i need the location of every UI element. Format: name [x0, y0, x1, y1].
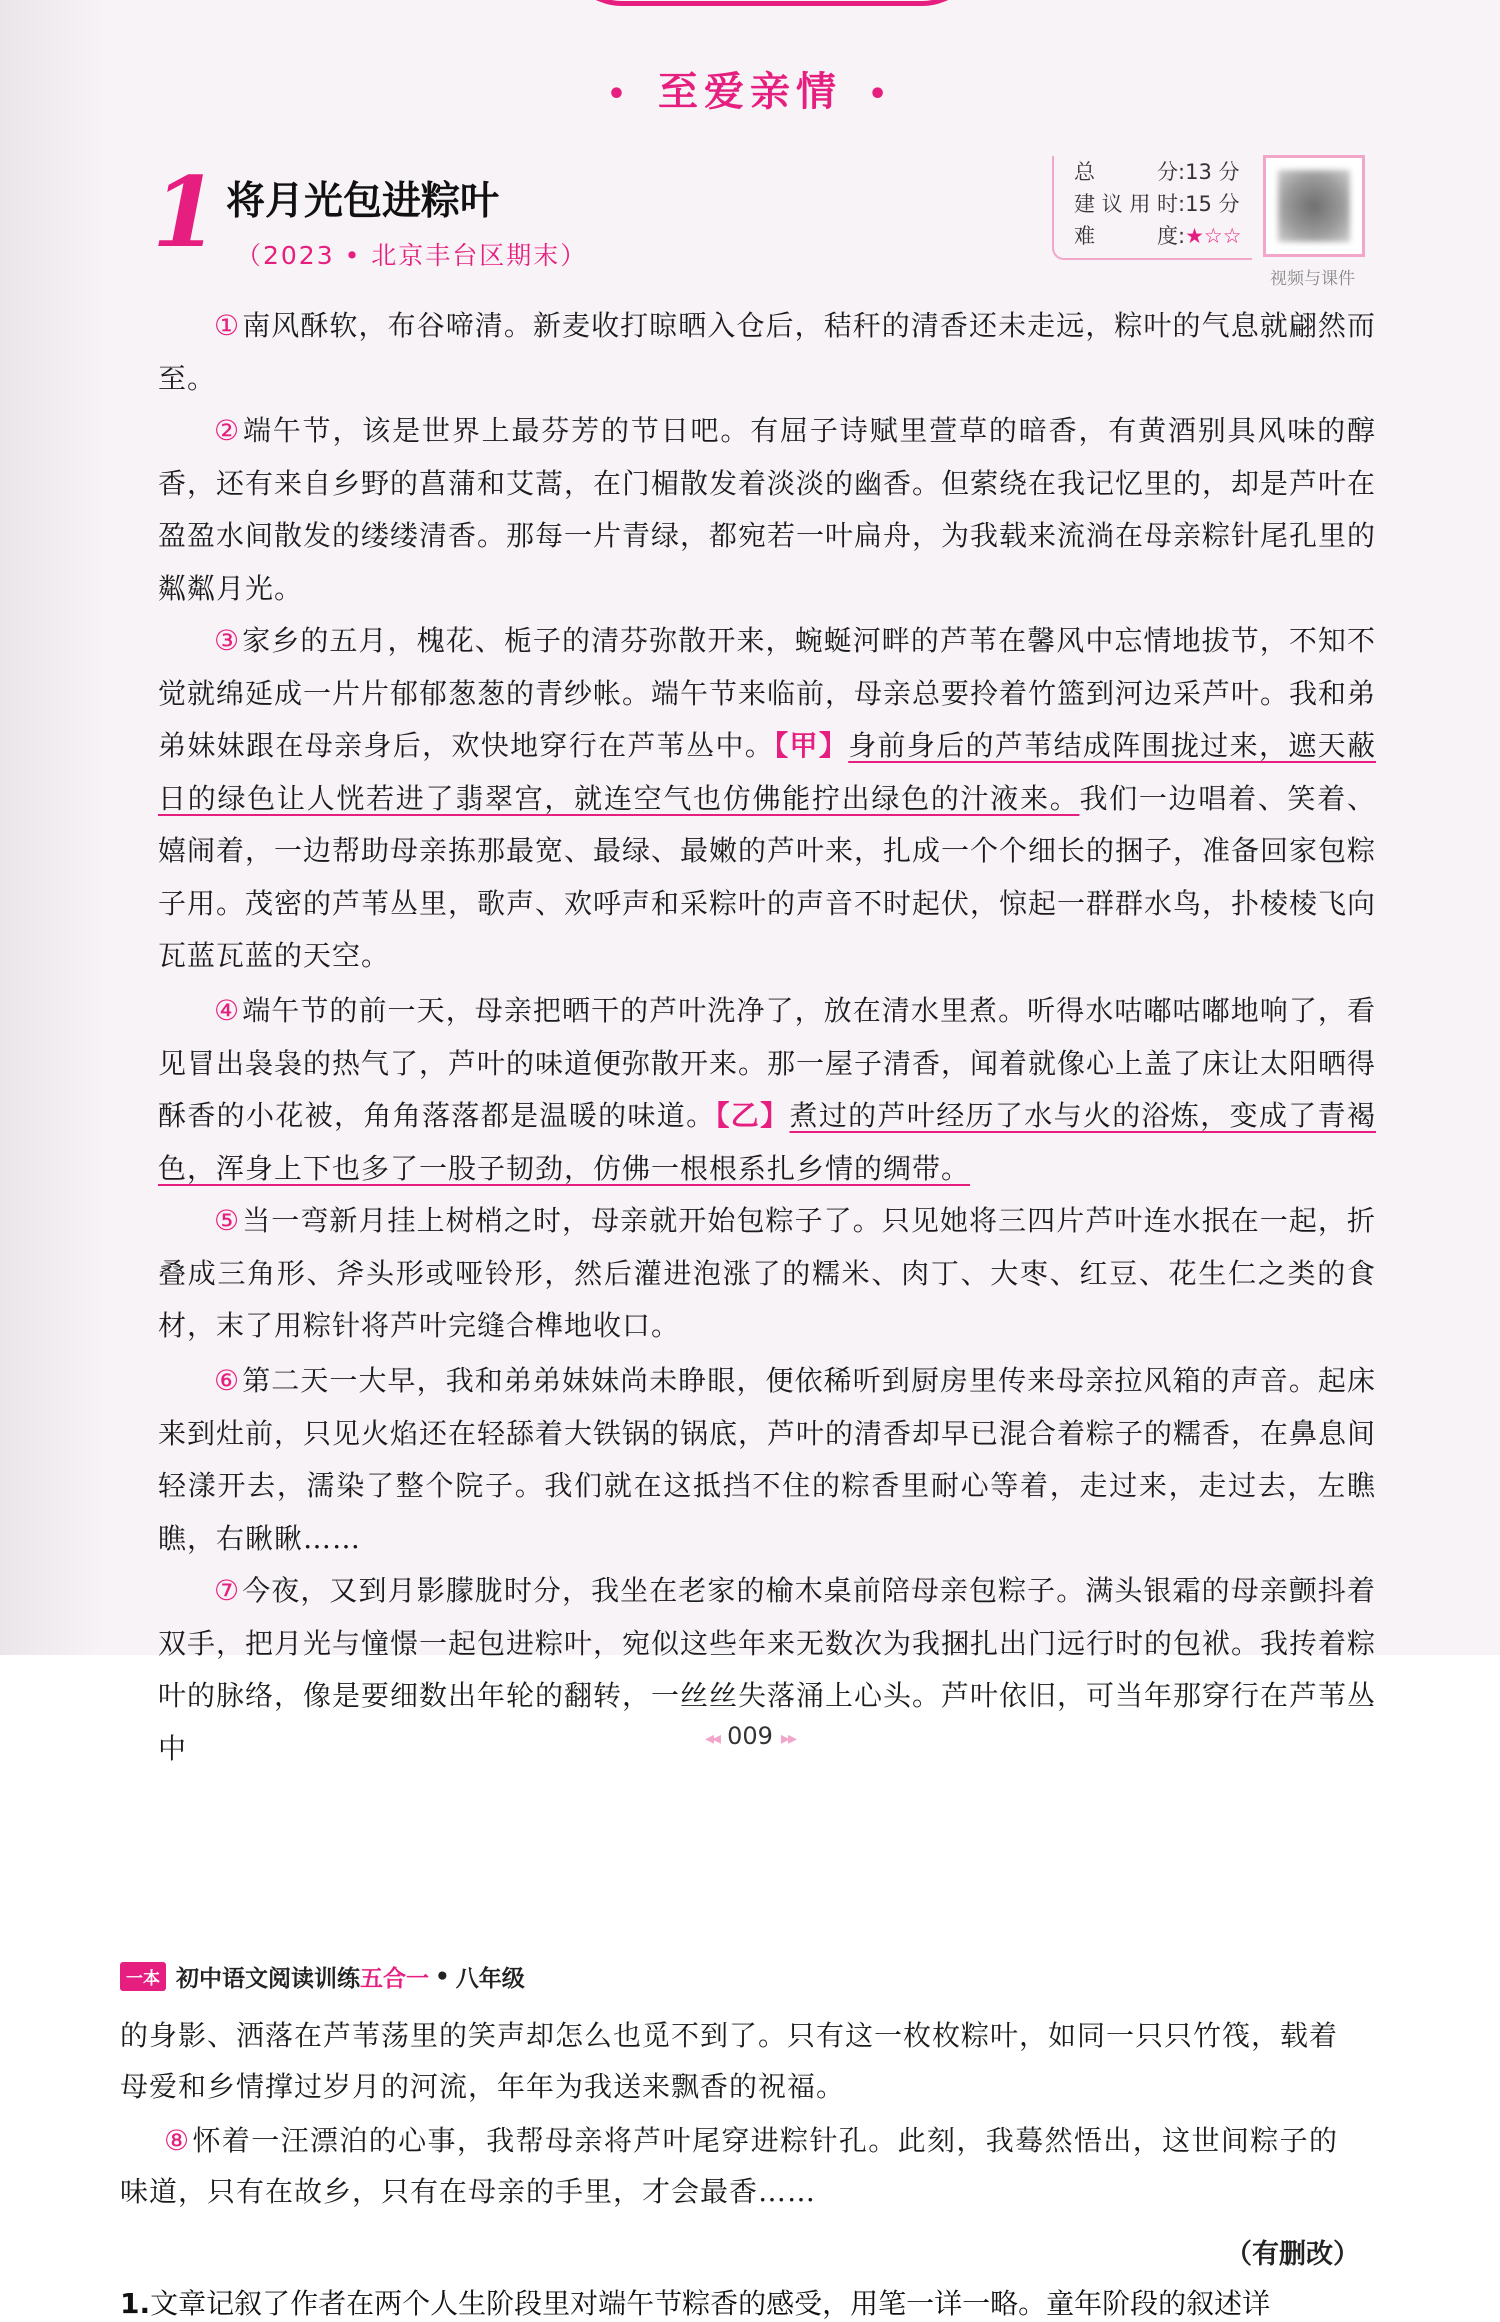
- paragraph-text: 端午节，该是世界上最芬芳的节日吧。有屈子诗赋里萱草的暗香，有黄酒别具风味的醇香，还有来自乡野的菖蒲和艾蒿，在门楣散发着淡淡的幽香。但萦绕在我记忆里的，却是芦叶在盈盈水间散发的缕缕清香。那每一片青绿，都宛若一叶扁舟，为我载来流淌在母亲粽针尾孔里的粼粼月光。: [158, 414, 1377, 605]
- total-score-row: 总分:13 分: [1074, 156, 1252, 188]
- difficulty-stars-icon: ★☆☆: [1185, 224, 1242, 248]
- paragraph-5: [158, 1195, 1376, 1353]
- book-grade: 八年级: [455, 1966, 525, 1992]
- section-title: [0, 60, 1500, 117]
- paragraph-number: ⑧: [164, 2124, 191, 2157]
- paragraph-text: 今夜，又到月影朦胧时分，我坐在老家的榆木桌前陪母亲包粽子。满头银霜的母亲颤抖着双手，把月光与憧憬一起包进粽叶，宛似这些年来无数次为我捆扎出门远行时的包袱。我抟着粽叶的脉络，像是要细数出年轮的翻转，一丝丝失落涌上心头。芦叶依旧，可当年那穿行在芦苇丛中: [158, 1574, 1377, 1765]
- book-logo: 一本: [120, 1962, 166, 1991]
- paragraph-text: 怀着一汪漂泊的心事，我帮母亲将芦叶尾穿进粽针孔。此刻，我蓦然悟出，这世间粽子的味道，只有在故乡，只有在母亲的手里，才会最香……: [120, 2124, 1338, 2208]
- total-score-label: 总分: [1074, 160, 1178, 184]
- paragraph-4: [158, 985, 1376, 1195]
- question-1: [120, 2282, 1360, 2322]
- header-tab-decoration: [562, 0, 982, 6]
- paragraph-2: [158, 405, 1376, 615]
- edited-note: （有删改）: [1225, 2239, 1360, 2270]
- page-number: [0, 1722, 1500, 1750]
- book-series-highlight: 五合一: [360, 1966, 429, 1992]
- paragraph-7-continued: 的身影、洒落在芦苇荡里的笑声却怎么也觅不到了。只有这一枚枚粽叶，如同一只只竹筏，载着母爱和乡情撑过岁月的河流，年年为我送来飘香的祝福。: [120, 2019, 1339, 2103]
- underlined-sentence-yi: 煮过的芦叶经历了水与火的浴炼，变成了青褐色，浑身上下也多了一股子韧劲，仿佛一根根系扎乡情的绸带。: [158, 1099, 1376, 1185]
- difficulty-row: 难度:★☆☆: [1074, 220, 1252, 252]
- time-row: 建议用时:15 分: [1074, 188, 1252, 220]
- qr-code-icon: [1278, 170, 1350, 242]
- paragraph-number: ②: [214, 414, 241, 447]
- paragraph-text: 南风酥软，布谷啼清。新麦收打晾晒入仓后，秸秆的清香还未走远，粽叶的气息就翩然而至。: [158, 309, 1376, 395]
- article-title: 将月光包进粽叶: [226, 179, 500, 224]
- paragraph-number: ⑦: [214, 1574, 241, 1607]
- time-label: 建议用时: [1074, 192, 1178, 216]
- paragraph-number: ⑥: [214, 1364, 241, 1397]
- paragraph-text: 端午节的前一天，母亲把晒干的芦叶洗净了，放在清水里煮。听得水咕嘟咕嘟地响了，看见冒出袅袅的热气了，芦叶的味道便弥散开来。那一屋子清香，闻着就像心上盖了床让太阳晒得酥香的小花被，角角落落都是温暖的味道。: [158, 994, 1377, 1132]
- arrow-left-icon: ◂◂: [705, 1728, 720, 1749]
- paragraph-3: [158, 615, 1376, 983]
- paragraph-text: 当一弯新月挂上树梢之时，母亲就开始包粽子了。只见她将三四片芦叶连水抿在一起，折叠成三角形、斧头形或哑铃形，然后灌进泡涨了的糯米、肉丁、大枣、红豆、花生仁之类的食材，末了用粽针将芦叶完缝合榫地收口。: [158, 1204, 1376, 1342]
- paragraph-number: ③: [214, 624, 241, 657]
- article-source: （2023 • 北京丰台区期末）: [236, 241, 588, 270]
- difficulty-label: 难度: [1074, 224, 1178, 248]
- paragraph-text: 家乡的五月，槐花、栀子的清芬弥散开来，蜿蜒河畔的芦苇在馨风中忘情地拔节，不知不觉就绵延成一片片郁郁葱葱的青纱帐。端午节来临前，母亲总要拎着竹篮到河边采芦叶。我和弟弟妹妹跟在母亲身后，欢快地穿行在芦苇丛中。: [158, 624, 1377, 762]
- question-text: 文章记叙了作者在两个人生阶段里对端午节粽香的感受，用笔一详一略。童年阶段的叙述详: [150, 2287, 1271, 2320]
- question-number: 1.: [120, 2287, 151, 2320]
- book-header: [120, 1960, 525, 1993]
- marker-jia: 【甲】: [774, 729, 849, 762]
- paragraph-1: [158, 300, 1376, 405]
- bullet-icon: •: [606, 76, 632, 112]
- paragraph-text: 第二天一大早，我和弟弟妹妹尚未睁眼，便依稀听到厨房里传来母亲拉风箱的声音。起床来到灶前，只见火焰还在轻舔着大铁锅的锅底，芦叶的清香却早已混合着粽子的糯香，在鼻息间轻漾开去，濡染了整个院子。我们就在这抵挡不住的粽香里耐心等着，走过来，走过去，左瞧瞧，右瞅瞅……: [158, 1364, 1377, 1555]
- paragraph-text: 我们一边唱着、笑着、嬉闹着，一边帮助母亲拣那最宽、最绿、最嫩的芦叶来，扎成一个个细长的捆子，准备回家包粽子用。茂密的芦苇丛里，歌声、欢呼声和采粽叶的声音不时起伏，惊起一群群水鸟，扑棱棱飞向瓦蓝瓦蓝的天空。: [158, 781, 1377, 972]
- marker-yi: 【乙】: [715, 1099, 790, 1132]
- section-title-text: 至爱亲情: [658, 69, 842, 115]
- time-value: 15 分: [1185, 192, 1240, 216]
- paragraph-8: [120, 2115, 1338, 2217]
- info-box: [1052, 156, 1252, 260]
- page-number-text: 009: [727, 1722, 773, 1750]
- underlined-sentence-jia: 身前身后的芦苇结成阵围拢过来，遮天蔽日的绿色让人恍若进了翡翠宫，就连空气也仿佛能拧出绿色的汁液来。: [158, 729, 1376, 815]
- paragraph-6: [158, 1355, 1376, 1565]
- paragraph-number: ④: [214, 994, 241, 1027]
- paragraph-number: ①: [214, 309, 241, 342]
- qr-label: 视频与课件: [1270, 269, 1355, 289]
- article-number: 1: [152, 156, 219, 269]
- book-series: 初中语文阅读训练: [176, 1966, 360, 1992]
- arrow-right-icon: ▸▸: [780, 1728, 795, 1749]
- paragraph-number: ⑤: [214, 1204, 241, 1237]
- separator: •: [435, 1963, 450, 1990]
- bullet-icon: •: [868, 76, 894, 112]
- qr-code[interactable]: [1263, 155, 1365, 257]
- page-gutter-shadow: [0, 0, 105, 1655]
- total-score-value: 13 分: [1185, 160, 1240, 184]
